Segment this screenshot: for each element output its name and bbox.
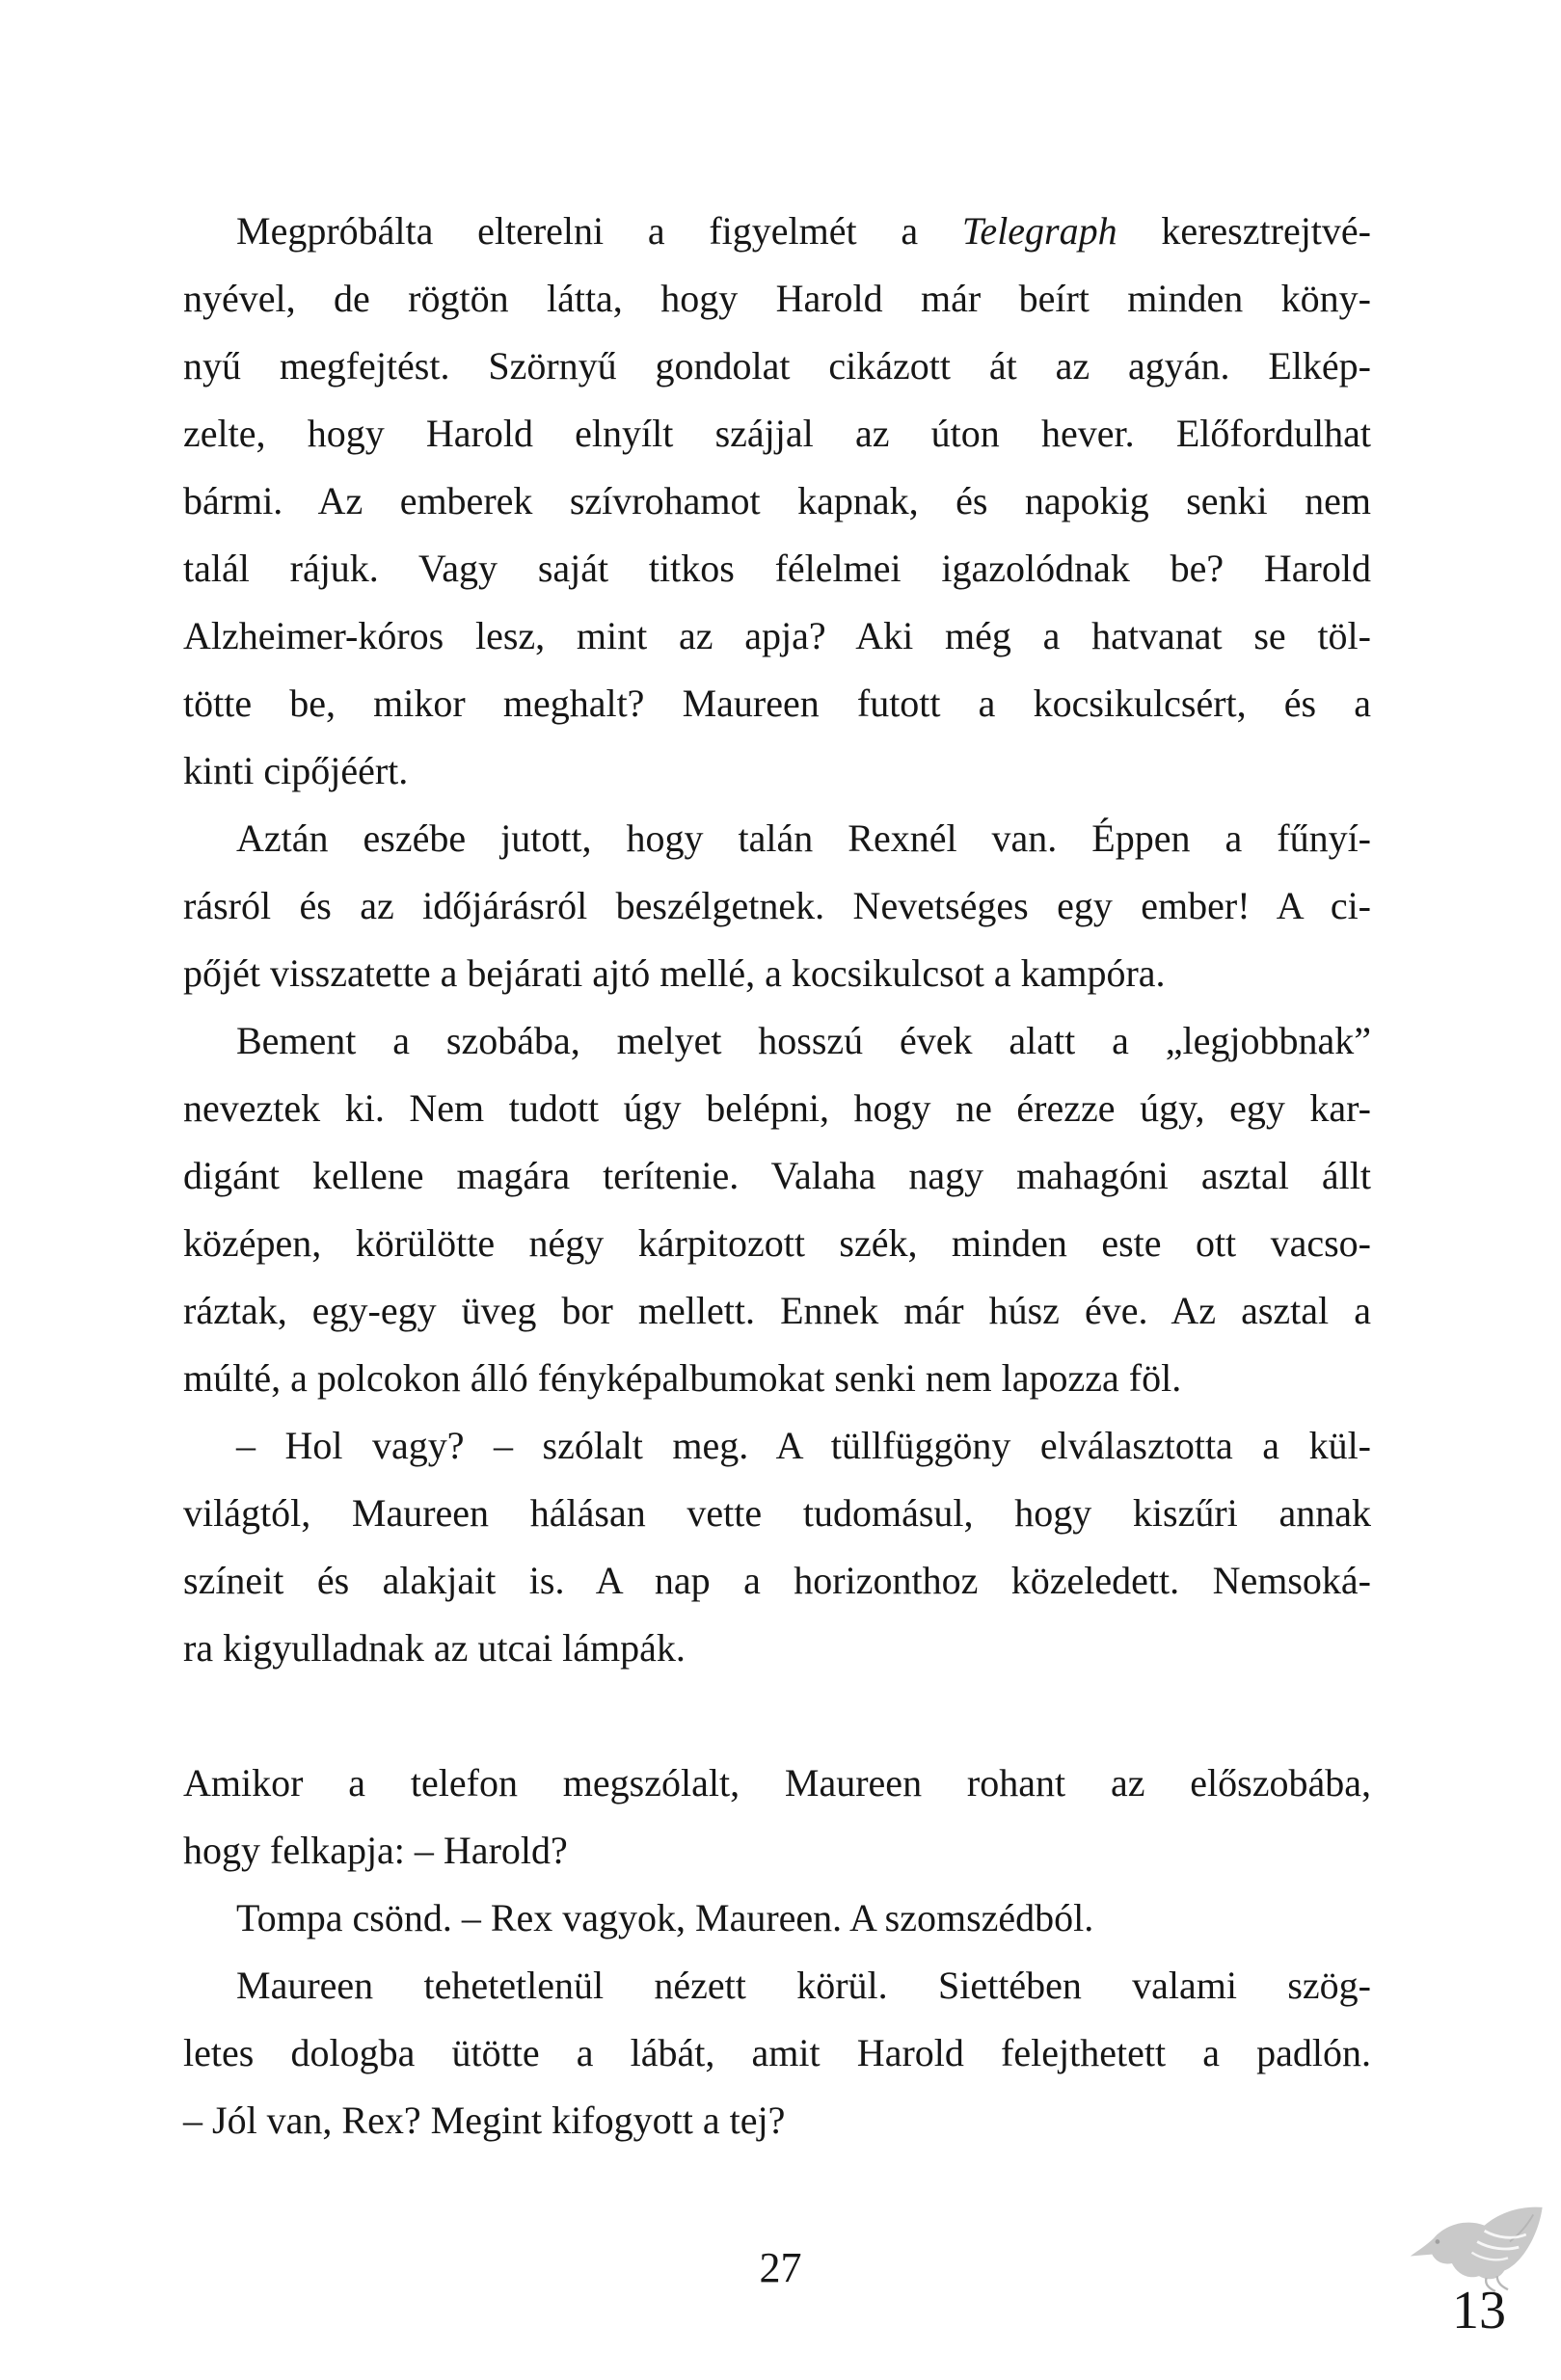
text-segment: neveztek ki. Nem tudott úgy belépni, hogy ne érezze úgy, egy kar- xyxy=(183,1086,1371,1130)
text-line xyxy=(183,1952,1371,2019)
text-line xyxy=(183,535,1371,602)
text-segment: hogy felkapja: – Harold? xyxy=(183,1829,568,1872)
text-segment: pőjét visszatette a bejárati ajtó mellé, a kocsikulcsot a kampóra. xyxy=(183,951,1166,995)
section-break xyxy=(183,1682,1371,1750)
text-segment: – Hol vagy? – szólalt meg. A tüllfüggöny elválasztotta a kül- xyxy=(236,1424,1371,1467)
text-line xyxy=(183,1142,1371,1210)
text-line xyxy=(183,265,1371,333)
text-line xyxy=(183,1277,1371,1345)
text-line xyxy=(183,1345,1371,1412)
text-line xyxy=(183,468,1371,535)
text-segment: világtól, Maureen hálásan vette tudomásul, hogy kiszűri annak xyxy=(183,1491,1371,1535)
body-text xyxy=(183,198,1371,2154)
text-line xyxy=(183,805,1371,872)
text-segment: múlté, a polcokon álló fényképalbumokat senki nem lapozza föl. xyxy=(183,1356,1182,1400)
text-segment: zelte, hogy Harold elnyílt szájjal az úton hever. Előfordulhat xyxy=(183,412,1371,455)
text-segment: középen, körülötte négy kárpitozott szék, minden este ott vacso- xyxy=(183,1221,1371,1265)
text-line xyxy=(183,400,1371,468)
text-segment: Bement a szobába, melyet hosszú évek alatt a „legjobbnak” xyxy=(236,1019,1371,1062)
text-segment: nyű megfejtést. Szörnyű gondolat cikázott át az agyán. Elkép- xyxy=(183,344,1371,388)
text-segment: letes dologba ütötte a lábát, amit Harold felejthetett a padlón. xyxy=(183,2031,1371,2074)
text-line xyxy=(183,670,1371,737)
text-segment: Megpróbálta elterelni a figyelmét a xyxy=(236,209,962,253)
text-segment: Alzheimer-kóros lesz, mint az apja? Aki még a hatvanat se töl- xyxy=(183,614,1371,657)
text-segment: Tompa csönd. – Rex vagyok, Maureen. A szomszédból. xyxy=(236,1896,1094,1939)
text-line xyxy=(183,1547,1371,1615)
text-segment: talál rájuk. Vagy saját titkos félelmei igazolódnak be? Harold xyxy=(183,547,1371,590)
text-segment: digánt kellene magára terítenie. Valaha nagy mahagóni asztal állt xyxy=(183,1154,1371,1197)
text-line xyxy=(183,1007,1371,1075)
text-line xyxy=(183,602,1371,670)
page-number-footer xyxy=(0,2242,1561,2294)
text-segment: kinti cipőjéért. xyxy=(183,749,409,792)
text-segment: tötte be, mikor meghalt? Maureen futott a kocsikulcsért, és a xyxy=(183,682,1371,725)
text-segment: Maureen tehetetlenül nézett körül. Siettében valami szög- xyxy=(236,1964,1371,2007)
text-line xyxy=(183,940,1371,1007)
text-line xyxy=(183,1885,1371,1952)
text-segment: rásról és az időjárásról beszélgetnek. Nevetséges egy ember! A ci- xyxy=(183,884,1371,927)
text-segment: Amikor a telefon megszólalt, Maureen rohant az előszobába, xyxy=(183,1761,1371,1805)
text-line xyxy=(183,737,1371,805)
page-number: 27 xyxy=(759,2244,802,2291)
text-line xyxy=(183,1412,1371,1480)
text-segment: nyével, de rögtön látta, hogy Harold már beírt minden köny- xyxy=(183,277,1371,320)
text-segment: bármi. Az emberek szívrohamot kapnak, és napokig senki nem xyxy=(183,479,1371,522)
text-line xyxy=(183,2087,1371,2154)
text-line xyxy=(183,1210,1371,1277)
text-line xyxy=(183,1750,1371,1817)
text-segment: – Jól van, Rex? Megint kifogyott a tej? xyxy=(183,2099,786,2142)
text-segment: keresztrejtvé- xyxy=(1117,209,1371,253)
text-line xyxy=(183,1817,1371,1885)
text-line xyxy=(183,1075,1371,1142)
text-line xyxy=(183,198,1371,265)
text-segment: színeit és alakjait is. A nap a horizonthoz közeledett. Nemsoká- xyxy=(183,1559,1371,1602)
corner-area xyxy=(1405,2204,1553,2339)
text-segment: ra kigyulladnak az utcai lámpák. xyxy=(183,1626,686,1670)
italic-text: Telegraph xyxy=(961,209,1117,253)
text-segment: Aztán eszébe jutott, hogy talán Rexnél van. Éppen a fűnyí- xyxy=(236,816,1371,860)
corner-page-number: 13 xyxy=(1452,2281,1506,2340)
text-line xyxy=(183,2019,1371,2087)
text-line xyxy=(183,1615,1371,1682)
text-line xyxy=(183,872,1371,940)
text-line xyxy=(183,1480,1371,1547)
text-line xyxy=(183,333,1371,400)
text-segment: ráztak, egy-egy üveg bor mellett. Ennek már húsz éve. Az asztal a xyxy=(183,1289,1371,1332)
